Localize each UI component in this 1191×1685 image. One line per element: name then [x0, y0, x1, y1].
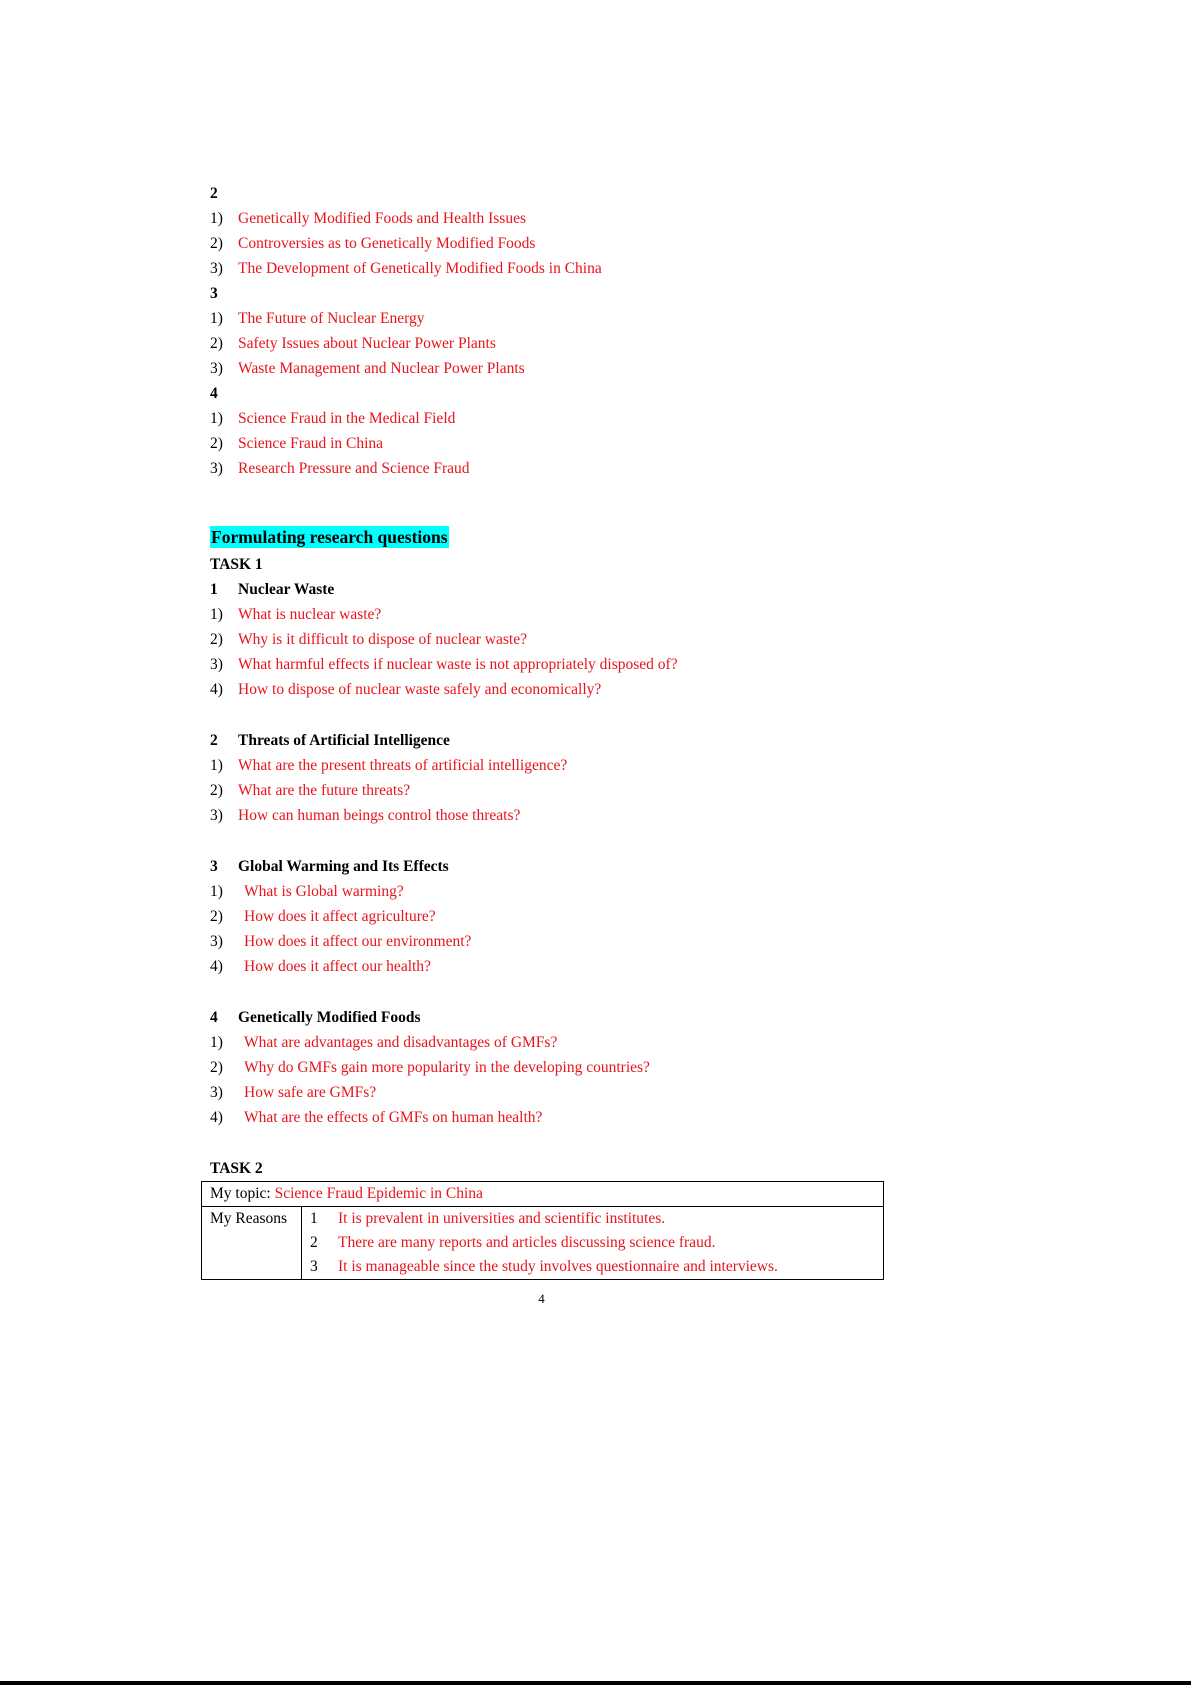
question-text: How does it affect our environment? [244, 933, 472, 950]
topic-text: Safety Issues about Nuclear Power Plants [238, 335, 496, 352]
reason-text: There are many reports and articles discussing science fraud. [338, 1234, 716, 1251]
task2-table [201, 1181, 884, 1280]
question-text: What is nuclear waste? [238, 606, 382, 623]
topic-number: 3 [210, 858, 218, 875]
list-number: 2) [210, 631, 223, 648]
list-number: 4) [210, 1109, 223, 1126]
section-heading: Formulating research questions [211, 527, 448, 547]
topic-title: Nuclear Waste [238, 581, 335, 598]
topic-title: Genetically Modified Foods [238, 1009, 421, 1026]
question-text: Why is it difficult to dispose of nuclear waste? [238, 631, 527, 648]
question-text: How to dispose of nuclear waste safely and economically? [238, 681, 602, 698]
reason-number: 1 [310, 1210, 318, 1227]
list-number: 2) [210, 435, 223, 452]
topic-number: 2 [210, 732, 218, 749]
list-number: 4) [210, 958, 223, 975]
list-item [210, 1055, 910, 1080]
list-item [210, 677, 910, 702]
list-item [210, 778, 910, 803]
list-number: 4) [210, 681, 223, 698]
question-topic-heading [210, 728, 910, 753]
reason-text: It is manageable since the study involves questionnaire and interviews. [338, 1258, 778, 1275]
question-text: What harmful effects if nuclear waste is not appropriately disposed of? [238, 656, 678, 673]
list-number: 1) [210, 883, 223, 900]
list-item [210, 356, 910, 381]
list-number: 3) [210, 1084, 223, 1101]
list-number: 2) [210, 335, 223, 352]
list-item [210, 602, 910, 627]
topic-text: Science Fraud in the Medical Field [238, 410, 456, 427]
list-number: 1) [210, 210, 223, 227]
list-number: 3) [210, 360, 223, 377]
question-text: How does it affect agriculture? [244, 908, 436, 925]
list-item [210, 652, 910, 677]
document-page [210, 181, 910, 1280]
list-item [210, 1105, 910, 1130]
topic-text: Waste Management and Nuclear Power Plants [238, 360, 525, 377]
topic-text: Science Fraud in China [238, 435, 384, 452]
reasons-label: My Reasons [202, 1207, 302, 1280]
topic-group-number: 3 [210, 285, 218, 302]
list-item [210, 879, 910, 904]
list-item [210, 627, 910, 652]
list-number: 3) [210, 933, 223, 950]
list-number: 2) [210, 908, 223, 925]
list-number: 3) [210, 460, 223, 477]
list-item [210, 753, 910, 778]
topic-title: Global Warming and Its Effects [238, 858, 449, 875]
question-text: Why do GMFs gain more popularity in the developing countries? [244, 1059, 650, 1076]
list-item [210, 231, 910, 256]
list-item [210, 904, 910, 929]
list-number: 2) [210, 235, 223, 252]
topic-text: The Development of Genetically Modified Foods in China [238, 260, 602, 277]
topic-number: 4 [210, 1009, 218, 1026]
list-number: 1) [210, 757, 223, 774]
list-item [210, 1030, 910, 1055]
list-item [210, 256, 910, 281]
question-text: How does it affect our health? [244, 958, 431, 975]
topic-text: Research Pressure and Science Fraud [238, 460, 470, 477]
reason-number: 3 [310, 1258, 318, 1275]
list-number: 1) [210, 310, 223, 327]
table-row [202, 1182, 884, 1207]
list-number: 2) [210, 782, 223, 799]
topic-cell [202, 1182, 884, 1207]
page-number: 4 [538, 1291, 545, 1306]
list-item [210, 954, 910, 979]
reasons-cell [302, 1207, 884, 1280]
task-label: TASK 2 [210, 1160, 263, 1177]
topic-number: 1 [210, 581, 218, 598]
list-item [210, 1080, 910, 1105]
list-number: 1) [210, 606, 223, 623]
list-number: 3) [210, 807, 223, 824]
question-text: What are the future threats? [238, 782, 411, 799]
topic-text: Genetically Modified Foods and Health Issues [238, 210, 526, 227]
topic-group-number: 4 [210, 385, 218, 402]
bottom-divider [0, 1681, 1191, 1685]
reason-item [310, 1231, 875, 1255]
question-topic-heading [210, 1005, 910, 1030]
topic-text: Controversies as to Genetically Modified Foods [238, 235, 536, 252]
question-topic-heading [210, 854, 910, 879]
list-number: 3) [210, 656, 223, 673]
question-text: How safe are GMFs? [244, 1084, 377, 1101]
list-number: 1) [210, 410, 223, 427]
topic-value: Science Fraud Epidemic in China [274, 1185, 483, 1202]
question-text: What is Global warming? [244, 883, 404, 900]
reason-item [310, 1255, 875, 1279]
list-item [210, 406, 910, 431]
list-item [210, 306, 910, 331]
list-number: 2) [210, 1059, 223, 1076]
list-number: 1) [210, 1034, 223, 1051]
reason-item [310, 1207, 875, 1231]
topic-group-number: 2 [210, 185, 218, 202]
reason-number: 2 [310, 1234, 318, 1251]
question-text: What are advantages and disadvantages of GMFs? [244, 1034, 558, 1051]
list-item [210, 206, 910, 231]
question-text: What are the effects of GMFs on human health? [244, 1109, 543, 1126]
question-text: What are the present threats of artificial intelligence? [238, 757, 568, 774]
list-item [210, 456, 910, 481]
topic-text: The Future of Nuclear Energy [238, 310, 425, 327]
reason-text: It is prevalent in universities and scientific institutes. [338, 1210, 666, 1227]
question-text: How can human beings control those threats? [238, 807, 521, 824]
list-item [210, 803, 910, 828]
topic-label: My topic: [210, 1185, 275, 1202]
topic-title: Threats of Artificial Intelligence [238, 732, 450, 749]
table-row [202, 1207, 884, 1280]
task-label: TASK 1 [210, 556, 263, 573]
list-item [210, 331, 910, 356]
list-number: 3) [210, 260, 223, 277]
list-item [210, 929, 910, 954]
list-item [210, 431, 910, 456]
question-topic-heading [210, 577, 910, 602]
